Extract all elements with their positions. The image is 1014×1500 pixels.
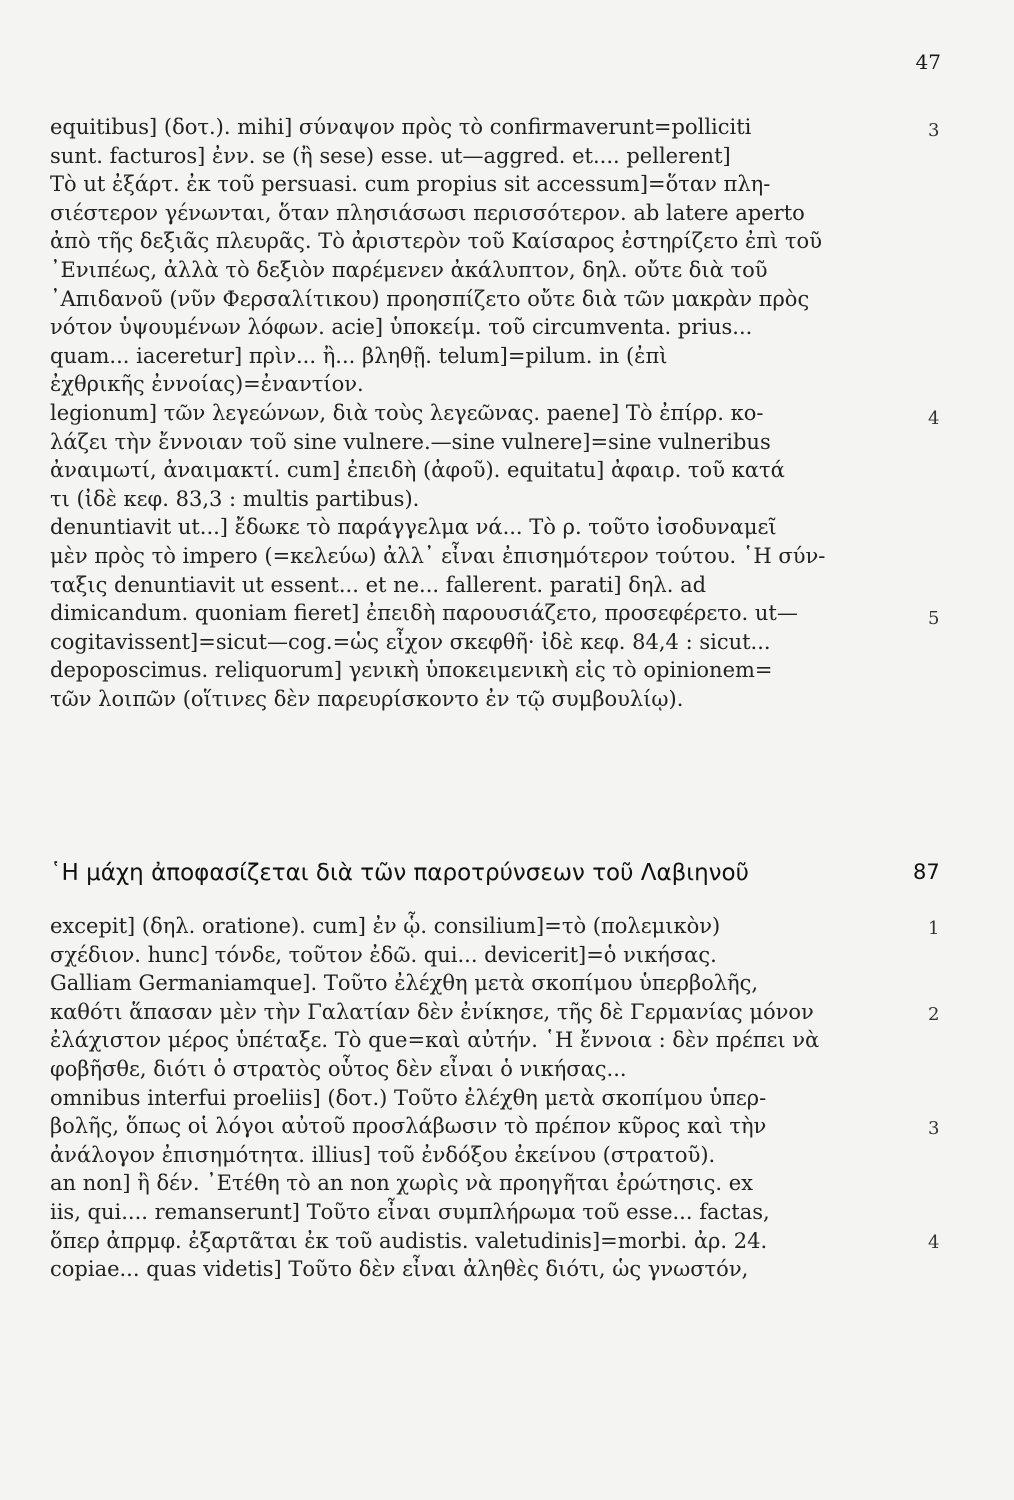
text-line: Τὸ ut ἐξάρτ. ἐκ τοῦ persuasi. cum propius sit accessum]=ὅταν πλη- [50,172,771,197]
text-line: λάζει τὴν ἔννοιαν τοῦ sine vulnere.—sine vulnere]=sine vulneribus [50,429,771,454]
text-line: τι (ἰδὲ κεφ. 83,3 : multis partibus). [50,486,420,511]
text-line: quam... iaceretur] πρὶν... ἢ... βληθῇ. telum]=pilum. in (ἐπὶ [50,343,668,368]
text-line: ἐλάχιστον μέρος ὑπέταξε. Τὸ que=καὶ αὐτήν. ῾Η ἔννοια : δὲν πρέπει νὰ [50,1028,820,1053]
text-line: ὅπερ ἀπρμφ. ἐξαρτᾶται ἐκ τοῦ audistis. valetudinis]=morbi. ἀρ. 24. [50,1228,768,1253]
text-line: φοβῆσθε, διότι ὁ στρατὸς οὗτος δὲν εἶναι ὁ νικήσας... [50,1056,627,1081]
paragraph-number: 3 [928,1118,940,1139]
paragraph-number: 4 [928,1232,940,1253]
text-line: cogitavissent]=sicut—cog.=ὡς εἶχον σκεφθῆ· ἰδὲ κεφ. 84,4 : sicut... [50,629,771,654]
section-heading: ῾Η μάχη ἀποφασίζεται διὰ τῶν παροτρύνσεων τοῦ Λαβιηνοῦ [50,860,749,886]
commentary-block-2 [50,912,910,1284]
text-line: denuntiavit ut...] ἔδωκε τὸ παράγγελμα νά... Τὸ ρ. τοῦτο ἰσοδυναμεῖ [50,515,777,540]
text-line: depoposcimus. reliquorum] γενικὴ ὑποκειμενικὴ εἰς τὸ opinionem= [50,658,773,683]
text-line: νότον ὑψουμένων λόφων. acie] ὑποκείμ. τοῦ circumventa. prius... [50,315,753,340]
text-line: equitibus] (δοτ.). mihi] σύναψον πρὸς τὸ confirmaverunt=polliciti [50,115,752,139]
paragraph-number: 4 [928,408,940,429]
text-line: σχέδιον. hunc] τόνδε, τοῦτον ἐδῶ. qui... devicerit]=ὁ νικήσας. [50,942,717,967]
text-line: ἐχθρικῆς ἐννοίας)=ἐναντίον. [50,372,364,397]
text-line: ᾿Ενιπέως, ἀλλὰ τὸ δεξιὸν παρέμενεν ἀκάλυπτον, δηλ. οὔτε διὰ τοῦ [50,257,768,282]
text-line: βολῆς, ὅπως οἱ λόγοι αὐτοῦ προσλάβωσιν τὸ πρέπον κῦρος καὶ τὴν [50,1114,767,1139]
paragraph-number: 3 [928,120,940,141]
text-line: καθότι ἅπασαν μὲν τὴν Γαλατίαν δὲν ἐνίκησε, τῆς δὲ Γερμανίας μόνον [50,999,814,1024]
text-line: dimicandum. quoniam fieret] ἐπειδὴ παρουσιάζετο, προσεφέρετο. ut— [50,601,798,626]
text-line: copiae... quas videtis] Τοῦτο δὲν εἶναι ἀληθὲς διότι, ὡς γνωστόν, [50,1257,749,1282]
text-line: an non] ἢ δέν. ᾿Ετέθη τὸ an non χωρὶς νὰ προηγῆται ἐρώτησις. ex [50,1171,754,1196]
paragraph-number: 2 [928,1004,940,1025]
paragraph-number: 5 [928,608,940,629]
text-line: τῶν λοιπῶν (οἵτινες δὲν παρευρίσκοντο ἐν τῷ συμβουλίῳ). [50,686,684,711]
text-line: σιέστερον γένωνται, ὅταν πλησιάσωσι περισσότερον. ab latere aperto [50,200,805,225]
text-line: iis, qui.... remanserunt] Τοῦτο εἶναι συμπλήρωμα τοῦ esse... factas, [50,1199,770,1224]
text-line: ἀναιμωτί, ἀναιμακτί. cum] ἐπειδὴ (ἀφοῦ). equitatu] ἀφαιρ. τοῦ κατά [50,458,785,483]
text-line: sunt. facturos] ἐνν. se (ἢ sese) esse. ut—aggred. et.... pellerent] [50,143,731,168]
text-line: Galliam Germaniamque]. Τοῦτο ἐλέχθη μετὰ σκοπίμου ὑπερβολῆς, [50,971,759,996]
text-line: μὲν πρὸς τὸ impero (=κελεύω) ἀλλ᾿ εἶναι ἐπισημότερον τούτου. ῾Η σύν- [50,543,826,568]
text-line: legionum] τῶν λεγεώνων, διὰ τοὺς λεγεῶνας. paene] Τὸ ἐπίρρ. κο- [50,400,764,425]
text-line: excepit] (δηλ. oratione). cum] ἐν ᾧ. consilium]=τὸ (πολεμικὸν) [50,914,721,938]
text-line: ᾿Απιδανοῦ (νῦν Φερσαλίτικου) προησπίζετο οὔτε διὰ τῶν μακρὰν πρὸς [50,286,810,311]
chapter-number: 87 [913,860,940,884]
text-line: ταξις denuntiavit ut essent... et ne... fallerent. parati] δηλ. ad [50,572,707,597]
text-line: omnibus interfui proeliis] (δοτ.) Τοῦτο ἐλέχθη μετὰ σκοπίμου ὑπερ- [50,1085,767,1110]
paragraph-number: 1 [928,918,940,939]
page-number: 47 [915,50,941,74]
commentary-block-1 [50,113,910,713]
text-line: ἀπὸ τῆς δεξιᾶς πλευρᾶς. Τὸ ἀριστερὸν τοῦ Καίσαρος ἐστηρίζετο ἐπὶ τοῦ [50,229,822,254]
text-line: ἀνάλογον ἐπισημότητα. illius] τοῦ ἐνδόξου ἐκείνου (στρατοῦ). [50,1142,716,1167]
